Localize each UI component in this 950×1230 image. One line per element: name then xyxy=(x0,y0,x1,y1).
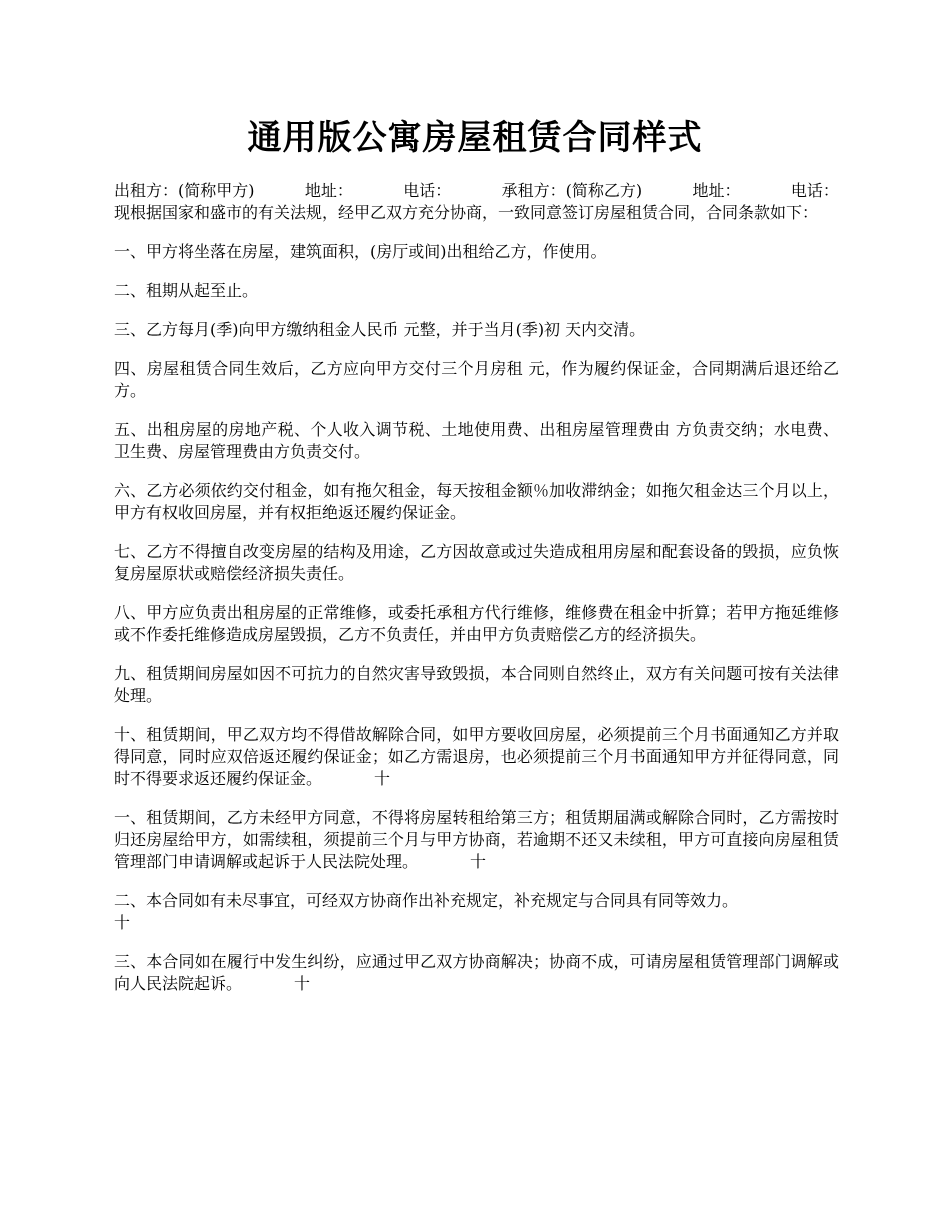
clause-5: 五、出租房屋的房地产税、个人收入调节税、土地使用费、出租房屋管理费由 方负责交纳；水电费、卫生费、房屋管理费由方负责交付。 xyxy=(114,420,839,461)
lessor-phone-field: 电话： xyxy=(403,181,452,200)
clause-10 xyxy=(114,724,839,790)
clause-11-text: 一、租赁期间，乙方未经甲方同意，不得将房屋转租给第三方；租赁期届满或解除合同时，乙方需按时归还房屋给甲方，如需续租，须提前三个月与甲方协商，若逾期不还又未续租，甲方可直接向房屋租赁管理部门申请调解或起诉于人民法院处理。 xyxy=(114,808,839,871)
clause-2: 二、租期从起至止。 xyxy=(114,281,259,300)
clause-6: 六、乙方必须依约交付租金，如有拖欠租金，每天按租金额％加收滞纳金；如拖欠租金达三个月以上，甲方有权收回房屋，并有权拒绝返还履约保证金。 xyxy=(114,481,839,522)
clause-7: 七、乙方不得擅自改变房屋的结构及用途，乙方因故意或过失造成租用房屋和配套设备的毁损，应负恢复房屋原状或赔偿经济损失责任。 xyxy=(114,542,839,583)
clause-1: 一、甲方将坐落在房屋，建筑面积，(房厅或间)出租给乙方，作使用。 xyxy=(114,242,607,261)
clause-9: 九、租赁期间房屋如因不可抗力的自然灾害导致毁损，本合同则自然终止，双方有关问题可按有关法律处理。 xyxy=(114,664,839,705)
clause-4: 四、房屋租赁合同生效后，乙方应向甲方交付三个月房租 元，作为履约保证金，合同期满后退还给乙方。 xyxy=(114,359,839,400)
continuation-mark: 十 xyxy=(294,974,311,993)
lessor-address-field: 地址： xyxy=(304,181,353,200)
clause-13 xyxy=(114,951,839,995)
clause-3: 三、乙方每月(季)向甲方缴纳租金人民币 元整，并于当月(季)初 天内交清。 xyxy=(114,320,646,339)
contract-intro xyxy=(114,180,839,224)
clause-10-text: 十、租赁期间，甲乙双方均不得借故解除合同，如甲方要收回房屋，必须提前三个月书面通知乙方并取得同意，同时应双倍返还履约保证金；如乙方需退房，也必须提前三个月书面通知甲方并征得同意，同时不得要求返还履约保证金。 xyxy=(114,725,839,788)
continuation-mark: 十 xyxy=(374,769,391,788)
document-body xyxy=(114,180,839,1012)
lessor-field: 出租方：(简称甲方) xyxy=(114,181,255,200)
intro-text: 现根据国家和盛市的有关法规，经甲乙双方充分协商，一致同意签订房屋租赁合同，合同条款如下： xyxy=(114,203,819,222)
clause-12-text: 二、本合同如有未尽事宜，可经双方协商作出补充规定，补充规定与合同具有同等效力。 xyxy=(114,891,739,910)
lessee-field: 承租方：(简称乙方) xyxy=(501,181,643,200)
clause-11 xyxy=(114,807,839,873)
continuation-mark: 十 xyxy=(114,913,131,932)
lessee-address-field: 地址： xyxy=(692,181,741,200)
party-header-line xyxy=(114,180,839,202)
clause-12 xyxy=(114,890,839,934)
clause-13-text: 三、本合同如在履行中发生纠纷，应通过甲乙双方协商解决；协商不成，可请房屋租赁管理部门调解或向人民法院起诉。 xyxy=(114,952,839,993)
clause-8: 八、甲方应负责出租房屋的正常维修，或委托承租方代行维修，维修费在租金中折算；若甲方拖延维修或不作委托维修造成房屋毁损，乙方不负责任，并由甲方负责赔偿乙方的经济损失。 xyxy=(114,603,839,644)
document-title: 通用版公寓房屋租赁合同样式 xyxy=(247,118,703,158)
continuation-mark: 十 xyxy=(470,852,487,871)
lessee-phone-field: 电话： xyxy=(790,181,839,200)
